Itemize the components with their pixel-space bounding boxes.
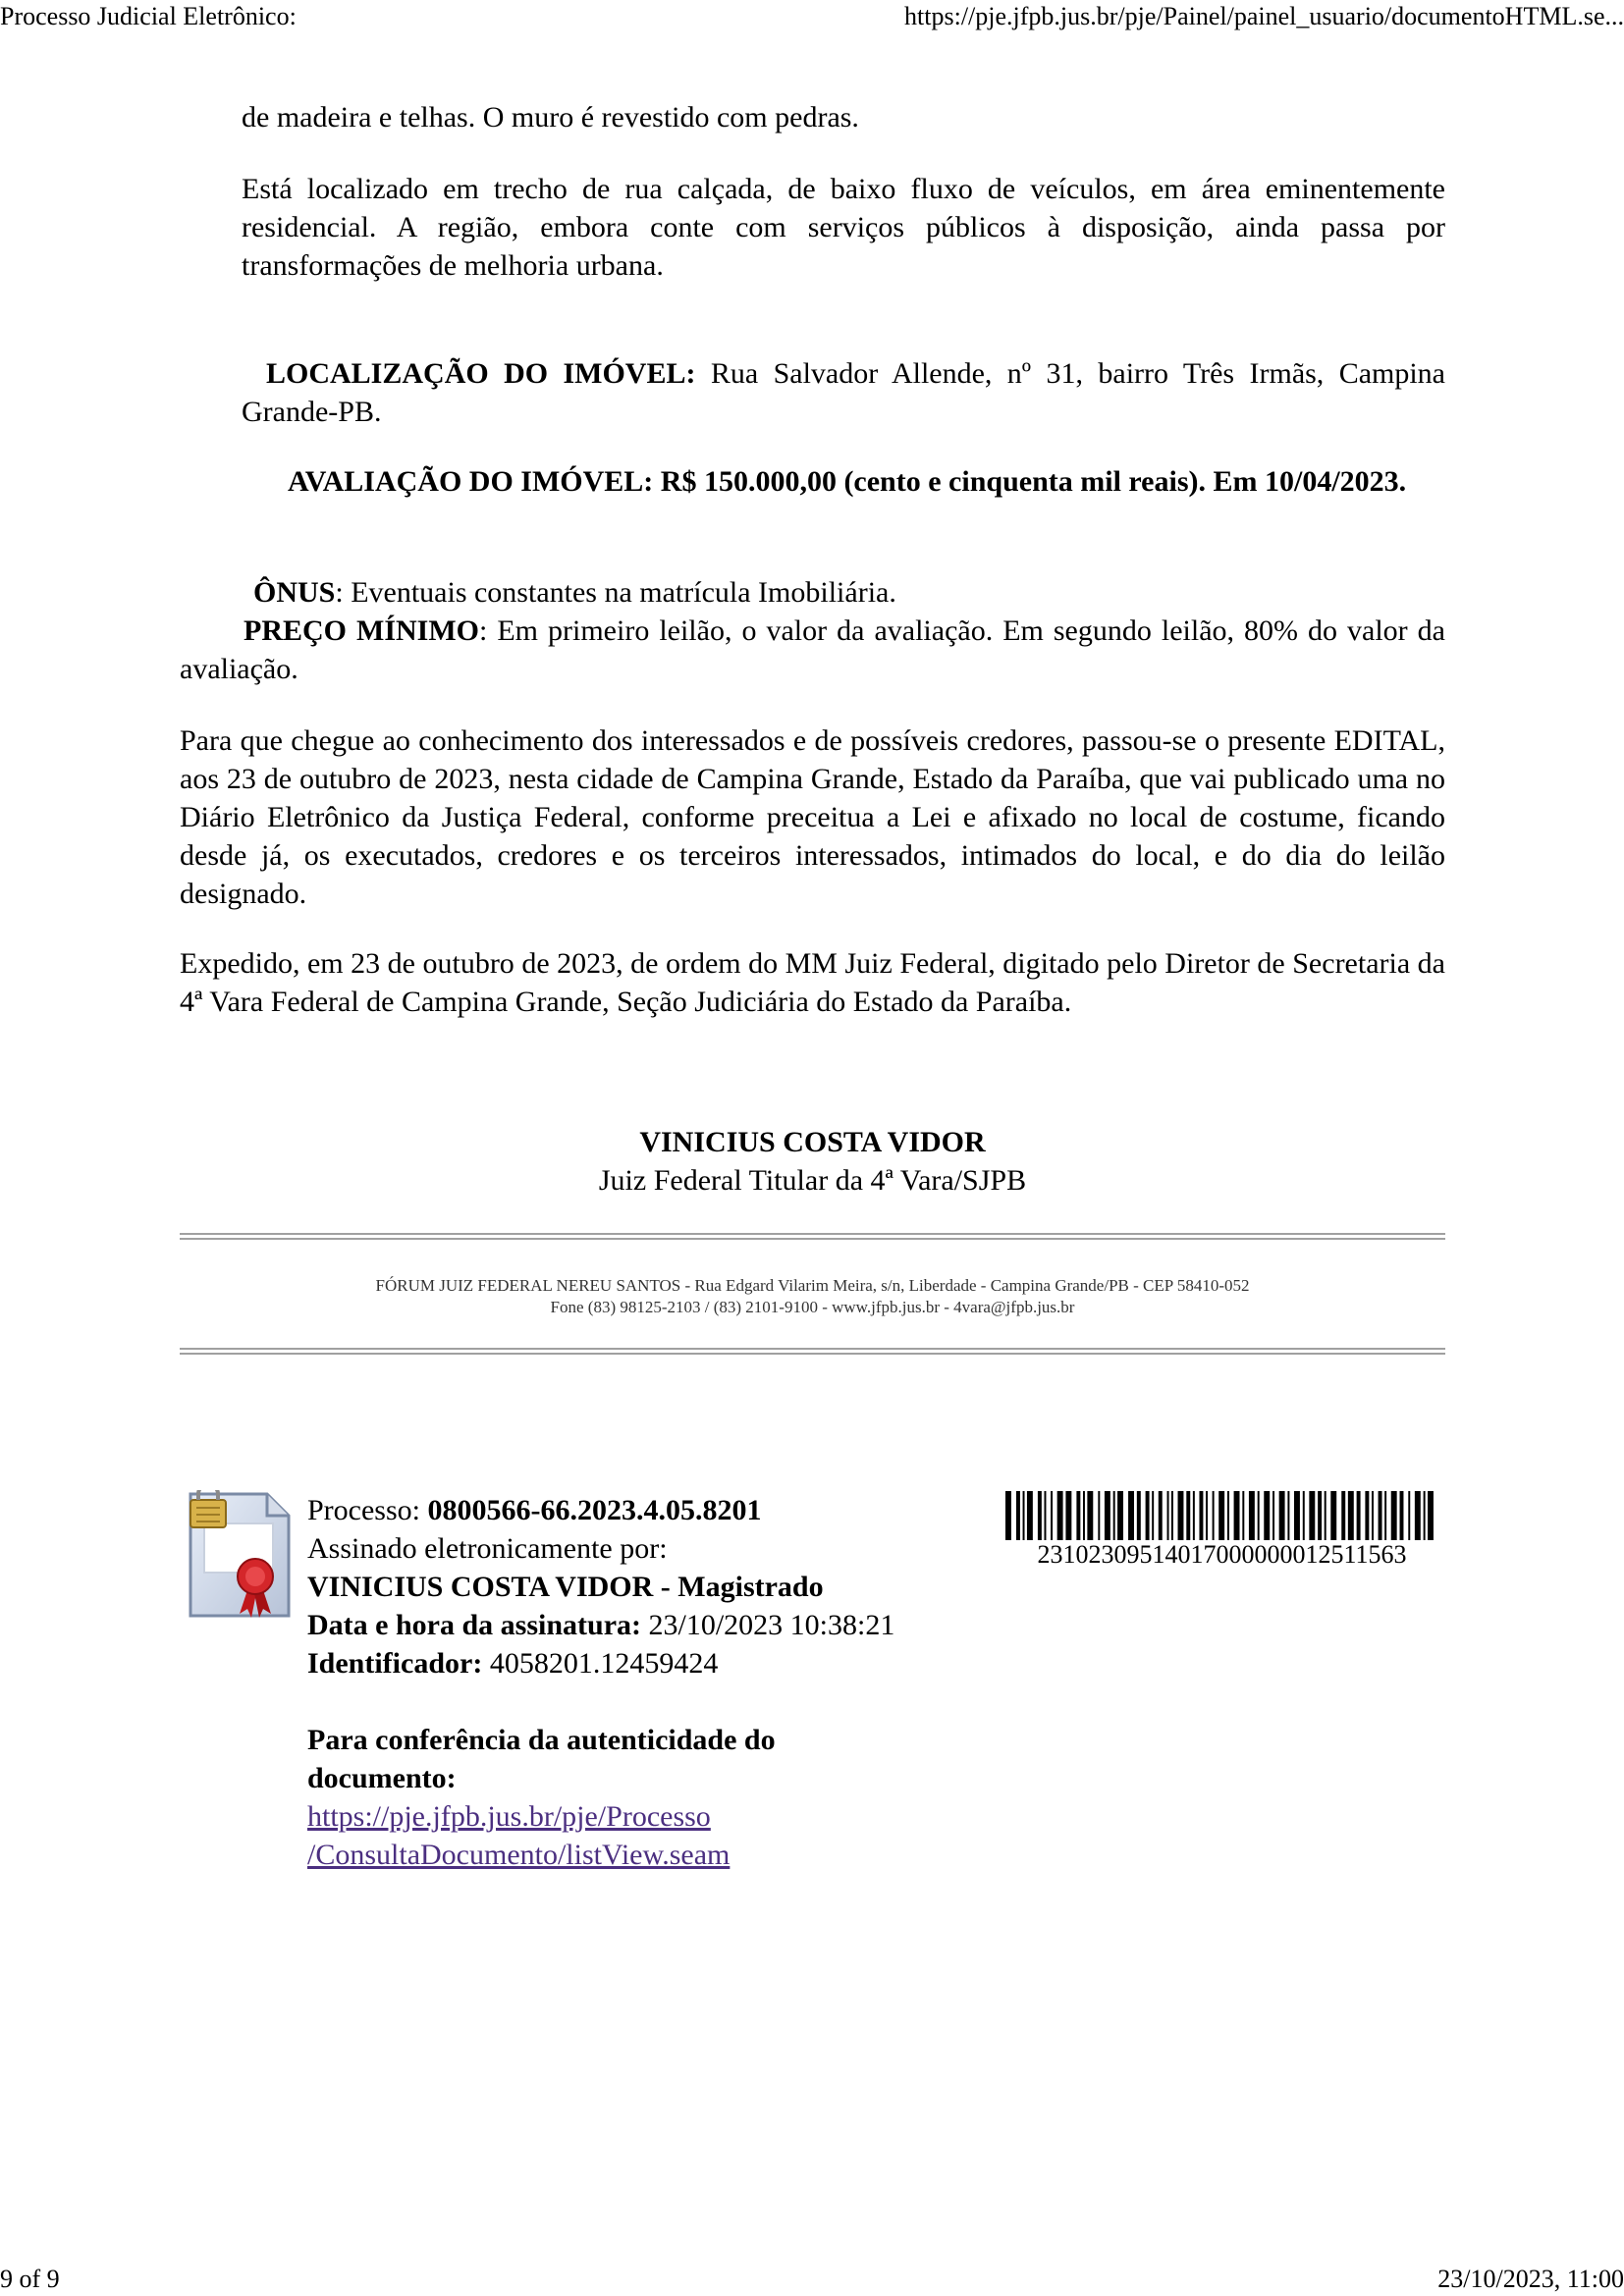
barcode-bar — [1318, 1491, 1322, 1540]
paragraph-minimum-price — [180, 612, 1445, 688]
barcode-bar — [1294, 1491, 1300, 1540]
paragraph-property-location — [242, 354, 1445, 431]
signer-identification: VINICIUS COSTA VIDOR - Magistrado — [307, 1571, 824, 1603]
barcode-bar — [1171, 1491, 1173, 1540]
barcode-bar — [1242, 1491, 1244, 1540]
identifier-label: Identificador: — [307, 1647, 483, 1680]
signer-name: VINICIUS COSTA VIDOR — [639, 1126, 986, 1158]
barcode-bar — [1258, 1491, 1260, 1540]
paragraph-expedido: Expedido, em 23 de outubro de 2023, de ordem do MM Juiz Federal, digitado pelo Diretor de Secretaria da 4ª Vara Federal de Campina Grande, Seção Judiciária do Estado da Paraíba. — [180, 947, 1445, 1018]
authenticity-link-line2[interactable]: /ConsultaDocumento/listView.seam — [307, 1839, 731, 1871]
barcode-bar — [1391, 1491, 1397, 1540]
barcode-bar — [1186, 1491, 1190, 1540]
barcode-bar — [1428, 1491, 1434, 1540]
browser-page-title: Processo Judicial Eletrônico: — [0, 2, 297, 30]
paragraph-location-context: Está localizado em trecho de rua calçada, de baixo fluxo de veículos, em área eminentemente residencial. A região, embora conte com serviços públicos à disposição, ainda passa por transformações de melhoria urbana. — [242, 173, 1445, 282]
barcode-bar — [1287, 1491, 1289, 1540]
paragraph-walls: de madeira e telhas. O muro é revestido com pedras. — [242, 101, 859, 133]
barcode-bar — [1384, 1491, 1386, 1540]
document-barcode — [1005, 1491, 1438, 1540]
barcode-bar — [1167, 1491, 1169, 1540]
barcode-number: 23102309514017000000012511563 — [1037, 1540, 1407, 1569]
barcode-bar — [1379, 1491, 1382, 1540]
barcode-bar — [1227, 1491, 1229, 1540]
barcode-bar — [1027, 1491, 1033, 1540]
barcode-bar — [1057, 1491, 1063, 1540]
barcode-bar — [1206, 1491, 1208, 1540]
process-number-line — [307, 1491, 762, 1529]
barcode-bar — [1303, 1491, 1305, 1540]
barcode-bar — [1357, 1491, 1361, 1540]
barcode-bar — [1365, 1491, 1369, 1540]
barcode-bar — [1038, 1491, 1042, 1540]
barcode-bar — [1051, 1491, 1053, 1540]
property-location-text: Rua Salvador Allende, nº 31, bairro Três Irmãs, Campina Grande-PB. — [242, 357, 1446, 428]
barcode-bar — [1348, 1491, 1354, 1540]
footer-divider-top — [180, 1233, 1445, 1240]
identifier-line — [307, 1644, 718, 1682]
barcode-bar — [1128, 1491, 1134, 1540]
barcode-bar — [1044, 1491, 1046, 1540]
barcode-bar — [1098, 1491, 1100, 1540]
onus-label: ÔNUS — [253, 576, 336, 609]
barcode-bar — [1152, 1491, 1154, 1540]
barcode-bar — [1249, 1491, 1255, 1540]
onus-text: : Eventuais constantes na matrícula Imobiliária. — [335, 576, 896, 609]
barcode-bar — [1400, 1491, 1404, 1540]
barcode-bar — [1105, 1491, 1110, 1540]
barcode-bar — [1159, 1491, 1163, 1540]
barcode-bar — [1330, 1491, 1336, 1540]
barcode-bar — [1408, 1491, 1410, 1540]
minimum-price-label: PREÇO MÍNIMO — [244, 614, 479, 647]
barcode-bar — [1272, 1491, 1274, 1540]
barcode-bar — [1087, 1491, 1093, 1540]
barcode-bar — [1083, 1491, 1085, 1540]
barcode-bar — [1341, 1491, 1345, 1540]
forum-contact: Fone (83) 98125-2103 / (83) 2101-9100 - www.jfpb.jus.br - 4vara@jfpb.jus.br — [550, 1298, 1075, 1316]
barcode-bar — [1076, 1491, 1080, 1540]
process-number: 0800566-66.2023.4.05.8201 — [427, 1494, 762, 1526]
footer-divider-bottom — [180, 1348, 1445, 1355]
property-location-label: LOCALIZAÇÃO DO IMÓVEL: — [266, 357, 696, 390]
digital-certificate-icon — [187, 1490, 295, 1620]
barcode-bar — [1137, 1491, 1141, 1540]
signature-datetime-line — [307, 1606, 894, 1644]
barcode-bar — [1372, 1491, 1374, 1540]
paragraph-onus — [180, 573, 1445, 612]
forum-address: FÓRUM JUIZ FEDERAL NEREU SANTOS - Rua Edgard Vilarim Meira, s/n, Liberdade - Campina Grande/PB - CEP 58410-052 — [375, 1276, 1250, 1295]
barcode-bar — [1213, 1491, 1215, 1540]
barcode-bar — [1264, 1491, 1270, 1540]
print-page-number: 9 of 9 — [0, 2265, 60, 2293]
barcode-bar — [1065, 1491, 1071, 1540]
browser-page-url: https://pje.jfpb.jus.br/pje/Painel/painel_usuario/documentoHTML.se... — [904, 2, 1624, 30]
barcode-bar — [1016, 1491, 1020, 1540]
barcode-bar — [1218, 1491, 1224, 1540]
barcode-bar — [1113, 1491, 1115, 1540]
barcode-bar — [1199, 1491, 1203, 1540]
signature-datetime-value: 23/10/2023 10:38:21 — [648, 1609, 895, 1641]
signature-datetime-label: Data e hora da assinatura: — [307, 1609, 642, 1641]
signer-role: Juiz Federal Titular da 4ª Vara/SJPB — [598, 1164, 1027, 1197]
barcode-bar — [1005, 1491, 1011, 1540]
authenticity-link-line1[interactable]: https://pje.jfpb.jus.br/pje/Processo — [307, 1800, 711, 1833]
barcode-bar — [1424, 1491, 1426, 1540]
authenticity-link[interactable] — [307, 1797, 730, 1874]
process-label: Processo: — [307, 1494, 420, 1526]
authenticity-heading-line1: Para conferência da autenticidade do — [307, 1724, 776, 1756]
paragraph-property-valuation: AVALIAÇÃO DO IMÓVEL: R$ 150.000,00 (cento e cinquenta mil reais). Em 10/04/2023. — [288, 465, 1407, 498]
print-datetime: 23/10/2023, 11:00 — [1437, 2265, 1624, 2293]
barcode-bar — [1325, 1491, 1326, 1540]
paragraph-edital: Para que chegue ao conhecimento dos interessados e de possíveis credores, passou-se o presente EDITAL, aos 23 de outubro de 2023, nesta cidade de Campina Grande, Estado da Paraíba, que vai publicado uma no Diário Eletrônico da Justiça Federal, conforme preceitua a Lei e afixado no local de costume, ficando desde já, os executados, credores e os terceiros interessados, intimados do local, e do dia do leilão designado. — [180, 724, 1445, 910]
barcode-bar — [1023, 1491, 1025, 1540]
barcode-bar — [1279, 1491, 1285, 1540]
barcode-bar — [1193, 1491, 1195, 1540]
barcode-bar — [1146, 1491, 1150, 1540]
identifier-value: 4058201.12459424 — [489, 1647, 719, 1680]
barcode-bar — [1178, 1491, 1184, 1540]
barcode-bar — [1117, 1491, 1123, 1540]
barcode-bar — [1309, 1491, 1315, 1540]
barcode-bar — [1415, 1491, 1421, 1540]
authenticity-heading-line2: documento: — [307, 1762, 457, 1794]
signed-by-label: Assinado eletronicamente por: — [307, 1532, 668, 1565]
minimum-price-text: : Em primeiro leilão, o valor da avaliação. Em segundo leilão, 80% do valor da avaliação. — [180, 614, 1445, 685]
barcode-bar — [1234, 1491, 1240, 1540]
